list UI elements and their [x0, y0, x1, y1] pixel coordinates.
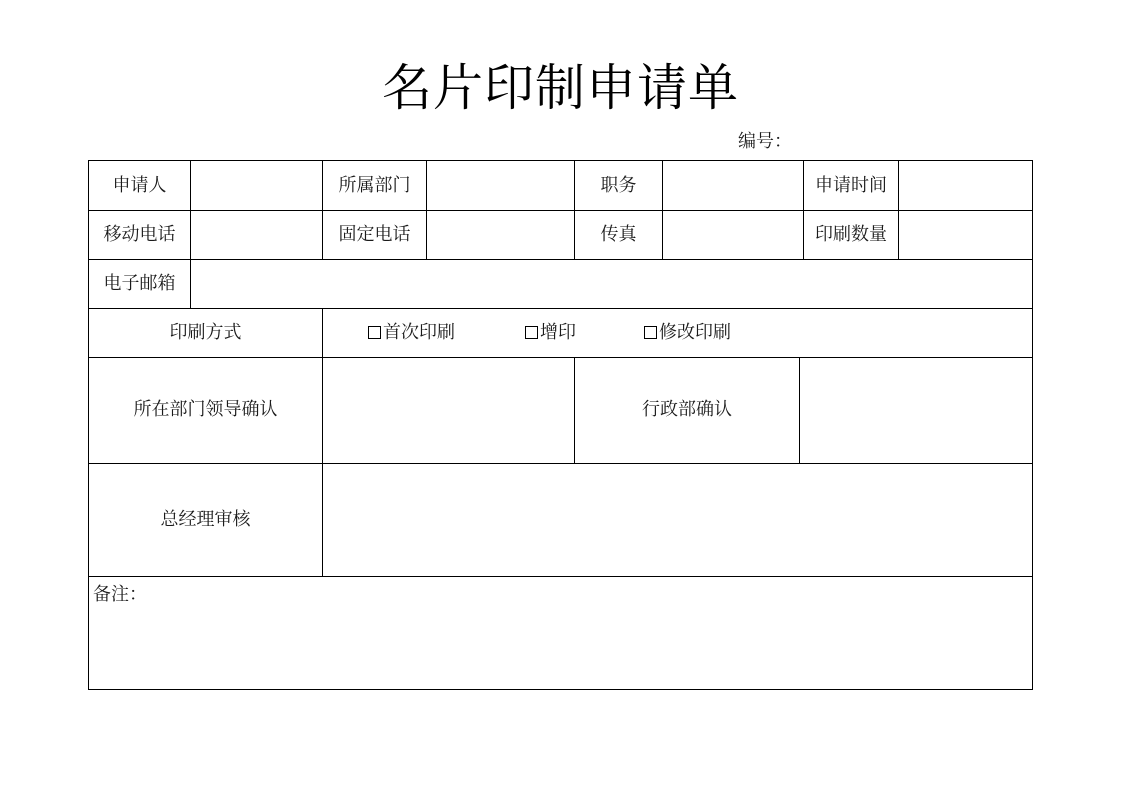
quantity-field[interactable] [899, 210, 1032, 259]
applicant-field[interactable] [191, 161, 322, 210]
landline-field[interactable] [427, 210, 574, 259]
dept-leader-confirm-label: 所在部门领导确认 [133, 399, 278, 420]
print-method-label: 印刷方式 [169, 321, 242, 343]
first-print-option[interactable] [368, 308, 455, 357]
gm-review-label: 总经理审核 [160, 508, 251, 530]
email-label: 电子邮箱 [103, 272, 176, 294]
admin-confirm-field[interactable] [800, 357, 1032, 463]
apply-time-label: 申请时间 [815, 174, 887, 196]
remarks-field[interactable] [89, 607, 1032, 689]
mobile-label: 移动电话 [103, 223, 176, 245]
revised-print-label: 修改印刷 [659, 321, 731, 343]
checkbox-icon[interactable] [644, 326, 657, 339]
fax-label: 传真 [600, 223, 637, 245]
position-field[interactable] [663, 161, 803, 210]
position-label: 职务 [600, 174, 637, 196]
email-field[interactable] [191, 259, 1032, 308]
page-title: 名片印制申请单 [382, 59, 739, 117]
landline-label: 固定电话 [338, 223, 411, 245]
apply-time-field[interactable] [899, 161, 1032, 210]
fax-field[interactable] [663, 210, 803, 259]
revised-print-option[interactable] [644, 308, 731, 357]
department-label: 所属部门 [338, 174, 411, 196]
checkbox-icon[interactable] [525, 326, 538, 339]
checkbox-icon[interactable] [368, 326, 381, 339]
gm-review-field[interactable] [323, 463, 1032, 576]
application-form [88, 160, 1033, 690]
dept-leader-confirm-field[interactable] [323, 357, 574, 463]
department-field[interactable] [427, 161, 574, 210]
document-number-label: 编号： [738, 131, 792, 152]
remarks-label: 备注： [93, 584, 147, 605]
quantity-label: 印刷数量 [815, 223, 887, 245]
first-print-label: 首次印刷 [383, 321, 455, 343]
reprint-option[interactable] [525, 308, 576, 357]
reprint-label: 增印 [540, 321, 576, 343]
applicant-label: 申请人 [112, 174, 167, 196]
mobile-field[interactable] [191, 210, 322, 259]
admin-confirm-label: 行政部确认 [642, 399, 732, 420]
